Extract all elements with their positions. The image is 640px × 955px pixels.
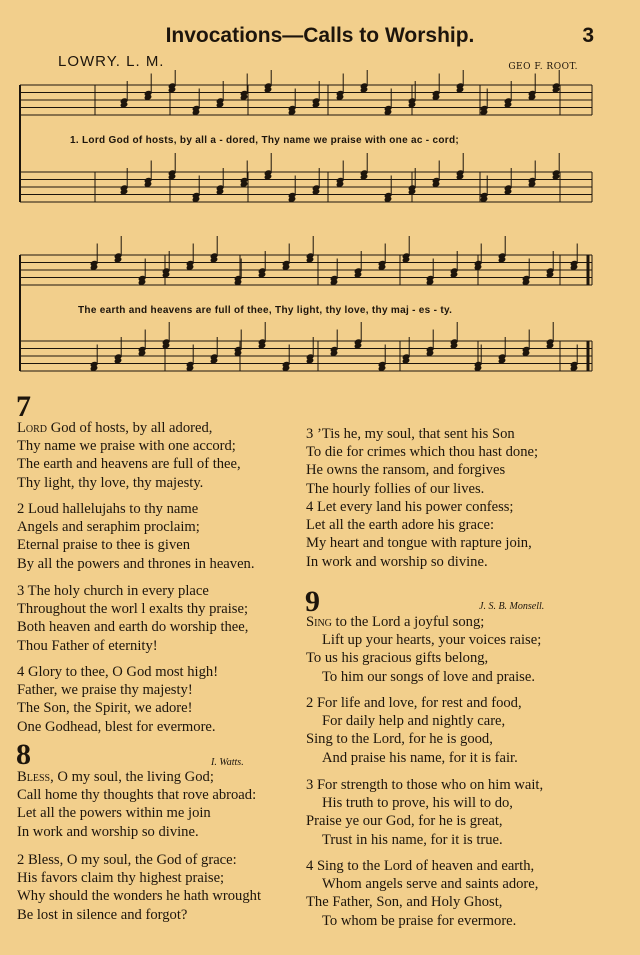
verse-line: Let all the earth adore his grace:: [306, 517, 495, 534]
verse-line: 2 For life and love, for rest and food,: [306, 695, 522, 711]
verse-line: In work and worship so divine.: [306, 553, 488, 570]
verse-line: For daily help and nightly care,: [322, 713, 506, 730]
verse-line: The Father, Son, and Holy Ghost,: [306, 894, 503, 911]
verse-line: Eternal praise to thee is given: [17, 537, 191, 554]
page-number: 3: [582, 24, 594, 47]
verse-line: Whom angels serve and saints adore,: [322, 876, 539, 893]
hymn-author: I. Watts.: [211, 757, 244, 768]
hymn-number: 9: [305, 585, 320, 618]
verse-line: His favors claim thy highest praise;: [17, 870, 225, 887]
verse-line: To die for crimes which thou hast done;: [306, 444, 539, 461]
hymn-7-verse-5: [306, 425, 538, 498]
verse-line: to the Lord a joyful song;: [335, 614, 485, 630]
hymn-7-verse-6: [306, 498, 532, 571]
page-header: [0, 24, 640, 54]
hymn-9-verse-4: [306, 857, 538, 930]
verse-line: Trust in his name, for it is true.: [322, 831, 503, 848]
verse-line: 4 Glory to thee, O God most high!: [17, 664, 219, 680]
verse-line: My heart and tongue with rapture join,: [306, 535, 532, 552]
hymn-number: 7: [16, 390, 31, 423]
verse-line: 2 Loud hallelujahs to thy name: [17, 501, 199, 517]
verse-line: To whom be praise for evermore.: [322, 912, 517, 929]
verse-line: Thy name we praise with one accord;: [17, 438, 236, 455]
hymn-9-verse-2: [306, 694, 522, 767]
verse-line: Let all the powers within me join: [17, 805, 211, 822]
verse-line: To him our songs of love and praise.: [322, 668, 535, 685]
tune-name: LOWRY. L. M.: [58, 53, 165, 70]
composer: GEO F. ROOT.: [508, 62, 578, 72]
music-score: [0, 70, 640, 390]
verse-line: One Godhead, blest for evermore.: [17, 718, 216, 735]
verse-line: Praise ye our God, for he is great,: [306, 813, 503, 830]
verse-line: The hourly follies of our lives.: [306, 480, 485, 497]
first-word: Sing: [306, 614, 332, 630]
verse-line: Father, we praise thy majesty!: [17, 682, 193, 699]
verse-line: In work and worship so divine.: [17, 823, 199, 840]
music-lyric-line-1: 1. Lord God of hosts, by all a - dored, Thy name we praise with one ac - cord;: [70, 135, 460, 146]
hymn-8-verse-2: [17, 851, 261, 924]
music-lyric-line-2: The earth and heavens are full of thee, Thy light, thy love, thy maj - es - ty.: [78, 305, 453, 316]
hymn-9-verse-3: [306, 776, 543, 849]
verse-line: The Son, the Spirit, we adore!: [17, 700, 193, 717]
verse-line: And praise his name, for it is fair.: [322, 749, 518, 766]
verse-line: By all the powers and thrones in heaven.: [17, 555, 255, 572]
verse-line: To us his gracious gifts belong,: [306, 650, 489, 667]
verse-line: Why should the wonders he hath wrought: [17, 888, 261, 905]
hymn-author: J. S. B. Monsell.: [479, 601, 545, 612]
verse-line: God of hosts, by all adored,: [50, 420, 213, 436]
hymn-7-verse-3: [17, 582, 248, 655]
verse-line: 2 Bless, O my soul, the God of grace:: [17, 852, 237, 868]
verse-line: 3 ’Tis he, my soul, that sent his Son: [306, 426, 515, 442]
verse-line: His truth to prove, his will to do,: [322, 795, 513, 812]
hymn-7-verse-1: [17, 419, 241, 492]
verse-line: Thou Father of eternity!: [17, 637, 158, 654]
verse-line: 3 For strength to those who on him wait,: [306, 777, 544, 793]
verse-line: He owns the ransom, and forgives: [306, 462, 506, 479]
verse-line: Be lost in silence and forgot?: [17, 906, 188, 923]
verse-line: The earth and heavens are full of thee,: [17, 456, 241, 473]
page-title: Invocations—Calls to Worship.: [165, 24, 475, 47]
hymn-number: 8: [16, 738, 31, 771]
first-word: Lord: [17, 420, 48, 436]
hymn-7-verse-4: [17, 663, 218, 736]
verse-line: 3 The holy church in every place: [17, 583, 209, 599]
verse-line: 4 Sing to the Lord of heaven and earth,: [306, 858, 535, 874]
verse-line: Angels and seraphim proclaim;: [17, 519, 200, 536]
verse-line: Both heaven and earth do worship thee,: [17, 619, 249, 636]
hymn-7-verse-2: [17, 500, 255, 573]
verse-line: 4 Let every land his power confess;: [306, 499, 514, 515]
verse-line: Thy light, thy love, thy majesty.: [17, 474, 204, 491]
verse-line: Lift up your hearts, your voices raise;: [322, 632, 542, 649]
hymn-8-verse-1: [17, 768, 256, 841]
hymn-9-verse-1: [306, 613, 541, 686]
verse-line: Call home thy thoughts that rove abroad:: [17, 787, 257, 804]
first-word: Bless,: [17, 769, 54, 785]
verse-line: O my soul, the living God;: [57, 769, 214, 785]
verse-line: Throughout the worl l exalts thy praise;: [17, 601, 249, 618]
verse-line: Sing to the Lord, for he is good,: [306, 731, 493, 748]
